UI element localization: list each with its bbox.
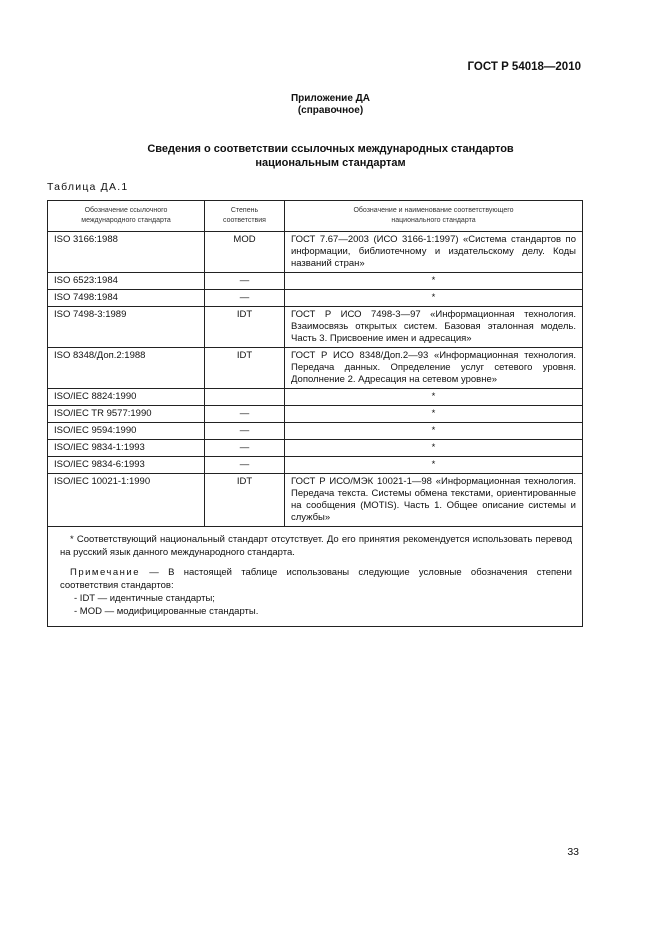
table-footer-row (48, 527, 583, 627)
note (60, 566, 572, 592)
legend-item-mod: - MOD — модифицированные стандарты. (74, 606, 259, 617)
page-number: 33 (567, 846, 579, 858)
cell-ref: ISO/IEC TR 9577:1990 (48, 406, 205, 423)
table-row (48, 232, 583, 273)
cell-national: * (285, 273, 583, 290)
header-degree-line2: соответствия (223, 217, 266, 224)
cell-ref: ISO 3166:1988 (48, 232, 205, 273)
cell-ref: ISO/IEC 9834-1:1993 (48, 440, 205, 457)
table-row (48, 307, 583, 348)
appendix-title: Приложение ДА (290, 93, 371, 104)
header-national-line2: национального стандарта (391, 217, 476, 224)
footnote: * Соответствующий национальный стандарт отсутствует. До его принятия рекомендуется использовать перевод на русский язык данного международного стандарта. (60, 534, 572, 558)
header-ref-line1: Обозначение ссылочного (84, 207, 168, 214)
cell-national: * (285, 440, 583, 457)
cell-ref: ISO 7498-3:1989 (48, 307, 205, 348)
section-title-line1: Сведения о соответствии ссылочных международных стандартов (147, 143, 514, 155)
cell-ref: ISO/IEC 9834-6:1993 (48, 457, 205, 474)
table-row (48, 406, 583, 423)
cell-ref: ISO 7498:1984 (48, 290, 205, 307)
document-code: ГОСТ Р 54018—2010 (467, 61, 581, 73)
header-national-line1: Обозначение и наименование соответствующего (353, 207, 514, 214)
cell-degree: MOD (205, 232, 285, 273)
cell-degree: IDT (205, 474, 285, 527)
cell-degree (205, 389, 285, 406)
cell-ref: ISO/IEC 10021-1:1990 (48, 474, 205, 527)
cell-degree: — (205, 423, 285, 440)
table-header-row (48, 201, 583, 232)
cell-ref: ISO/IEC 8824:1990 (48, 389, 205, 406)
header-degree-line1: Степень (230, 207, 259, 214)
cell-national: * (285, 423, 583, 440)
table-row (48, 457, 583, 474)
note-label: Примечание (70, 567, 140, 578)
table-row (48, 348, 583, 389)
table-row (48, 423, 583, 440)
standards-table (47, 200, 583, 627)
cell-national: * (285, 389, 583, 406)
cell-ref: ISO 8348/Доп.2:1988 (48, 348, 205, 389)
cell-national: * (285, 457, 583, 474)
cell-national: ГОСТ Р ИСО 7498-3—97 «Информационная технология. Взаимосвязь открытых систем. Базовая эталонная модель. Часть 3. Присвоение имен и адресация» (285, 307, 583, 348)
cell-national: ГОСТ Р ИСО 8348/Доп.2—93 «Информационная технология. Передача данных. Определение услуг сетевого уровня. Дополнение 2. Адресация на сетевом уровне» (285, 348, 583, 389)
table-row (48, 389, 583, 406)
cell-national: ГОСТ Р ИСО/МЭК 10021-1—98 «Информационная технология. Передача текста. Системы обмена текстами, ориентированные на сообщения (MOTIS). Часть 1. Общее описание системы и службы» (285, 474, 583, 527)
header-ref-standard (48, 201, 205, 232)
header-degree (205, 201, 285, 232)
appendix-subtitle: (справочное) (297, 105, 364, 116)
table-row (48, 474, 583, 527)
legend-item-idt: - IDT — идентичные стандарты; (74, 593, 215, 604)
cell-degree: — (205, 440, 285, 457)
cell-degree: — (205, 290, 285, 307)
section-title (0, 142, 661, 170)
section-title-line2: национальным стандартам (255, 157, 406, 169)
header-national-standard (285, 201, 583, 232)
cell-degree: — (205, 457, 285, 474)
cell-ref: ISO/IEC 9594:1990 (48, 423, 205, 440)
cell-degree: — (205, 406, 285, 423)
table-caption: Таблица ДА.1 (47, 181, 129, 193)
cell-national: * (285, 406, 583, 423)
cell-national: ГОСТ 7.67—2003 (ИСО 3166-1:1997) «Система стандартов по информации, библиотечному и издательскому делу. Коды названий стран» (285, 232, 583, 273)
cell-national: * (285, 290, 583, 307)
header-ref-line2: международного стандарта (81, 217, 171, 224)
cell-degree: IDT (205, 307, 285, 348)
cell-degree: IDT (205, 348, 285, 389)
table-row (48, 273, 583, 290)
table-row (48, 440, 583, 457)
note-text: — В настоящей таблице использованы следующие условные обозначения степени соответствия стандартов: (60, 567, 572, 591)
table-notes (48, 527, 583, 627)
cell-ref: ISO 6523:1984 (48, 273, 205, 290)
cell-degree: — (205, 273, 285, 290)
table-row (48, 290, 583, 307)
